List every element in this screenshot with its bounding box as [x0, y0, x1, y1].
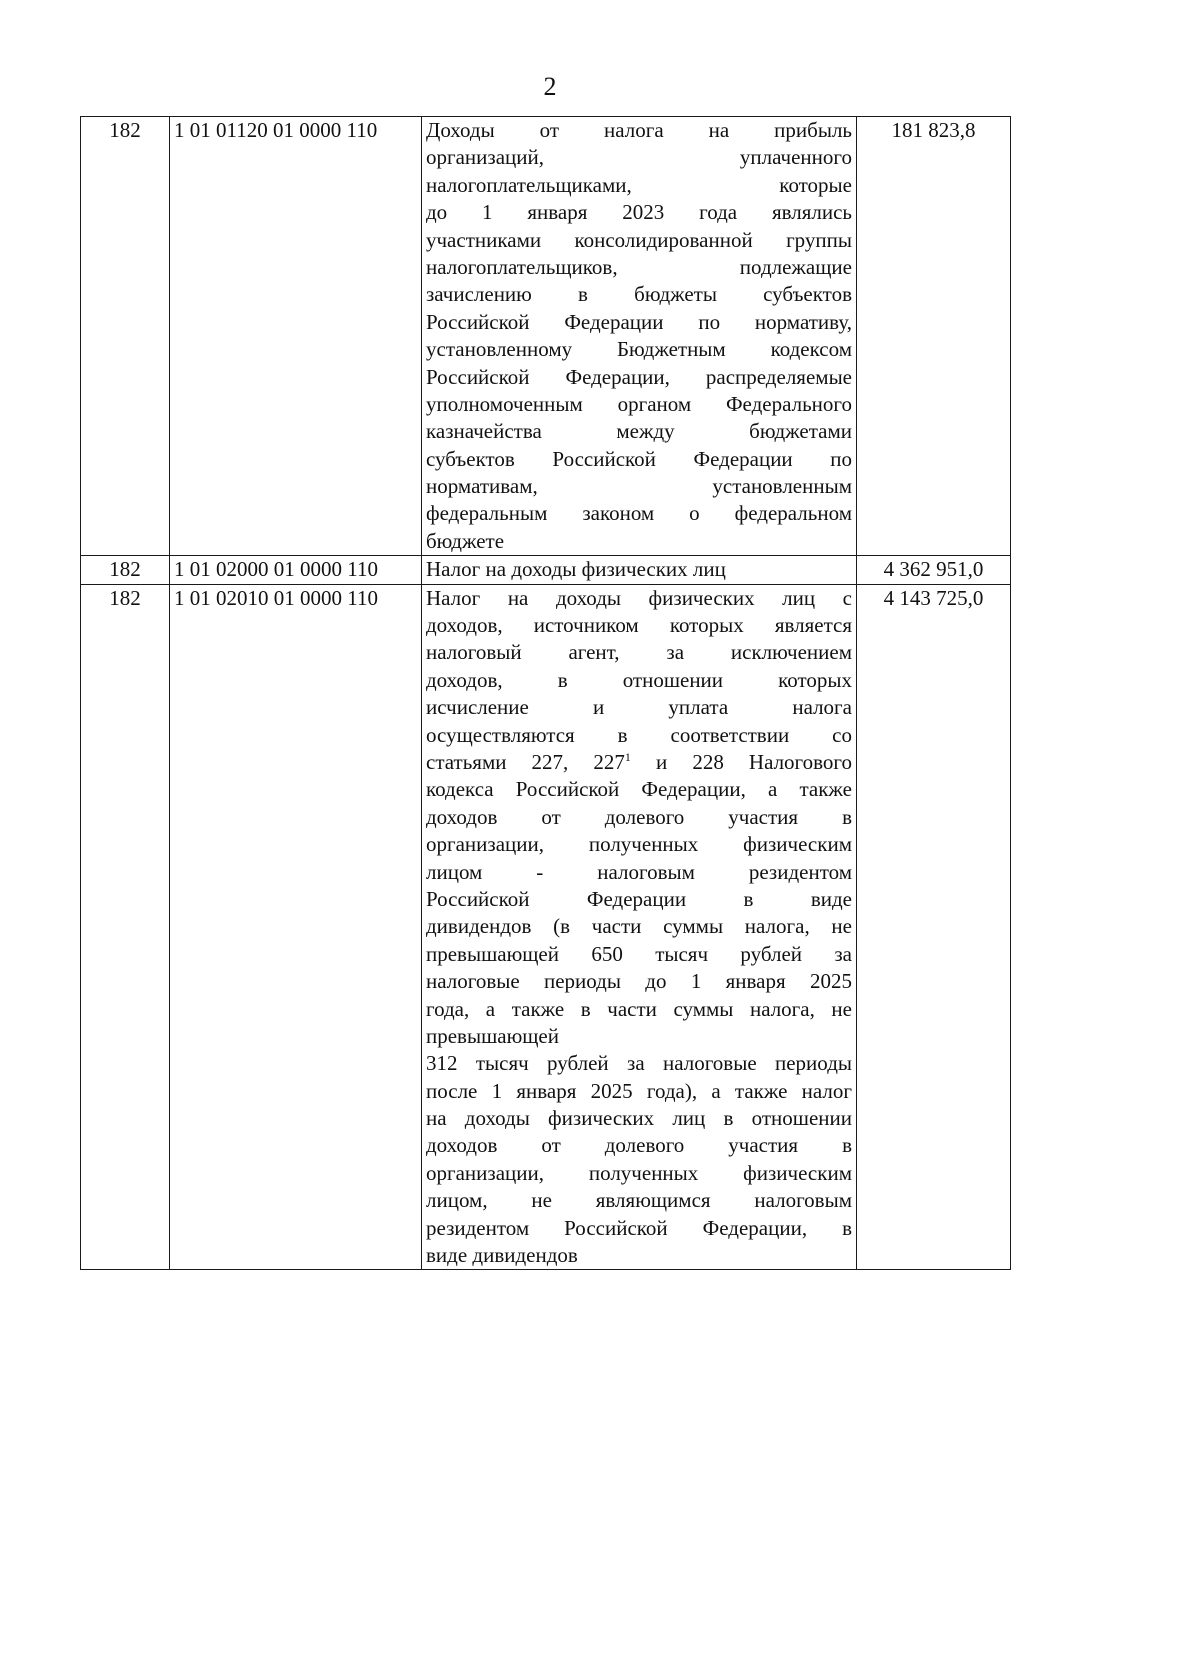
revenue-name-text: налогоплательщиками, которые — [426, 172, 852, 197]
revenue-name-line — [426, 117, 852, 144]
revenue-name-line — [426, 309, 852, 336]
revenue-name-text: налогоплательщиков, подлежащие — [426, 254, 852, 279]
amount-cell: 4 362 951,0 — [857, 556, 1011, 584]
revenue-name-line — [426, 144, 852, 171]
revenue-name-line — [426, 585, 852, 612]
revenue-name-text: организации, полученных физическим — [426, 832, 852, 857]
revenue-name-line — [426, 1242, 852, 1269]
article-superscript: 1 — [624, 750, 631, 764]
revenue-name-line — [426, 968, 852, 995]
revenue-name-line — [426, 391, 852, 418]
revenue-name-text: лицом - налоговым резидентом — [426, 859, 852, 884]
budget-code-cell: 1 01 02000 01 0000 110 — [170, 556, 422, 584]
revenue-name-line — [426, 1132, 852, 1159]
revenue-name-line — [426, 364, 852, 391]
revenue-name-text: после 1 января 2025 года), а также налог — [426, 1078, 852, 1103]
revenue-name-line — [426, 749, 852, 776]
revenue-name-text: бюджете — [426, 528, 505, 553]
revenue-name-text: организации, полученных физическим — [426, 1160, 852, 1185]
table-row — [81, 556, 1011, 584]
revenue-name-text: участниками консолидированной группы — [426, 227, 852, 252]
revenue-name-text: Налог на доходы физических лиц с — [426, 585, 852, 610]
revenue-name-text: 312 тысяч рублей за налоговые периоды — [426, 1051, 852, 1076]
revenue-name-text: осуществляются в соответствии со — [426, 722, 852, 747]
revenue-name-text: до 1 января 2023 года являлись — [426, 200, 852, 225]
revenue-name-line — [426, 1023, 852, 1050]
revenue-name-line — [426, 996, 852, 1023]
revenue-name-line — [426, 667, 852, 694]
revenue-name-line — [426, 831, 852, 858]
revenue-name-text: на доходы физических лиц в отношении — [426, 1106, 852, 1131]
revenue-name-text: казначейства между бюджетами — [426, 419, 852, 444]
revenue-name-line — [426, 1105, 852, 1132]
revenue-name-line — [426, 446, 852, 473]
revenue-name-text: доходов, в отношении которых — [426, 667, 852, 692]
revenue-name-text: статьями 227, 227 — [426, 750, 625, 774]
revenue-name-text: доходов от долевого участия в — [426, 1133, 852, 1158]
revenue-name-line — [426, 199, 852, 226]
revenue-name-cell — [422, 556, 857, 584]
revenue-name-text: Российской Федерации в виде — [426, 886, 852, 911]
revenue-name-text: Налог на доходы физических лиц — [426, 557, 726, 582]
revenue-name-line — [426, 556, 852, 583]
admin-code-cell: 182 — [81, 584, 170, 1270]
revenue-name-line — [426, 859, 852, 886]
revenue-name-cell — [422, 117, 857, 556]
revenue-name-text: зачислению в бюджеты субъектов — [426, 282, 852, 307]
revenue-name-cell — [422, 584, 857, 1270]
revenue-name-line — [426, 500, 852, 527]
revenue-name-text: резидентом Российской Федерации, в — [426, 1215, 852, 1240]
budget-code-cell: 1 01 01120 01 0000 110 — [170, 117, 422, 556]
revenue-name-line — [426, 694, 852, 721]
table-row — [81, 117, 1011, 556]
amount-cell: 4 143 725,0 — [857, 584, 1011, 1270]
revenue-name-line — [426, 254, 852, 281]
revenue-name-line — [426, 1160, 852, 1187]
revenue-name-text: дивидендов (в части суммы налога, не — [426, 914, 852, 939]
revenue-name-line — [426, 172, 852, 199]
revenue-name-text: виде дивидендов — [426, 1243, 578, 1268]
budget-code-cell: 1 01 02010 01 0000 110 — [170, 584, 422, 1270]
revenue-name-line — [426, 281, 852, 308]
revenue-name-text: организаций, уплаченного — [426, 145, 852, 170]
page-number: 2 — [543, 72, 557, 101]
revenue-name-text: налоговые периоды до 1 января 2025 — [426, 969, 852, 994]
revenue-name-line — [426, 336, 852, 363]
revenue-name-line — [426, 1050, 852, 1077]
revenue-name-line — [426, 804, 852, 831]
revenue-name-line — [426, 1187, 852, 1214]
revenue-name-text: превышающей 650 тысяч рублей за — [426, 941, 852, 966]
revenue-name-text: Российской Федерации по нормативу, — [426, 309, 852, 334]
revenue-name-line — [426, 913, 852, 940]
revenue-name-text: превышающей — [426, 1023, 559, 1048]
revenue-name-text: и 228 Налогового — [630, 750, 852, 774]
revenue-name-text: налоговый агент, за исключением — [426, 640, 852, 665]
table-row — [81, 584, 1011, 1270]
revenue-name-line — [426, 941, 852, 968]
revenue-name-text: уполномоченным органом Федерального — [426, 391, 852, 416]
revenue-name-line — [426, 612, 852, 639]
revenue-name-line — [426, 886, 852, 913]
revenue-name-text: года, а также в части суммы налога, не — [426, 996, 852, 1021]
revenue-name-line — [426, 1078, 852, 1105]
revenue-name-line — [426, 528, 852, 555]
revenue-name-text: Российской Федерации, распределяемые — [426, 364, 852, 389]
revenue-name-text: субъектов Российской Федерации по — [426, 446, 852, 471]
revenue-name-text: доходов от долевого участия в — [426, 804, 852, 829]
revenue-name-text: исчисление и уплата налога — [426, 695, 852, 720]
revenue-name-text: установленному Бюджетным кодексом — [426, 337, 852, 362]
revenue-name-line — [426, 1215, 852, 1242]
revenue-name-text: лицом, не являющимся налоговым — [426, 1188, 852, 1213]
revenue-name-line — [426, 776, 852, 803]
revenue-name-line — [426, 227, 852, 254]
revenue-name-line — [426, 722, 852, 749]
revenue-name-text: доходов, источником которых является — [426, 613, 852, 638]
revenue-name-text: федеральным законом о федеральном — [426, 501, 852, 526]
revenue-name-line — [426, 418, 852, 445]
revenue-name-line — [426, 473, 852, 500]
revenue-name-text: кодекса Российской Федерации, а также — [426, 777, 852, 802]
revenue-table — [80, 116, 1011, 1270]
admin-code-cell: 182 — [81, 556, 170, 584]
revenue-name-text: Доходы от налога на прибыль — [426, 118, 852, 142]
revenue-name-text: нормативам, установленным — [426, 474, 852, 499]
admin-code-cell: 182 — [81, 117, 170, 556]
amount-cell: 181 823,8 — [857, 117, 1011, 556]
revenue-name-line — [426, 639, 852, 666]
